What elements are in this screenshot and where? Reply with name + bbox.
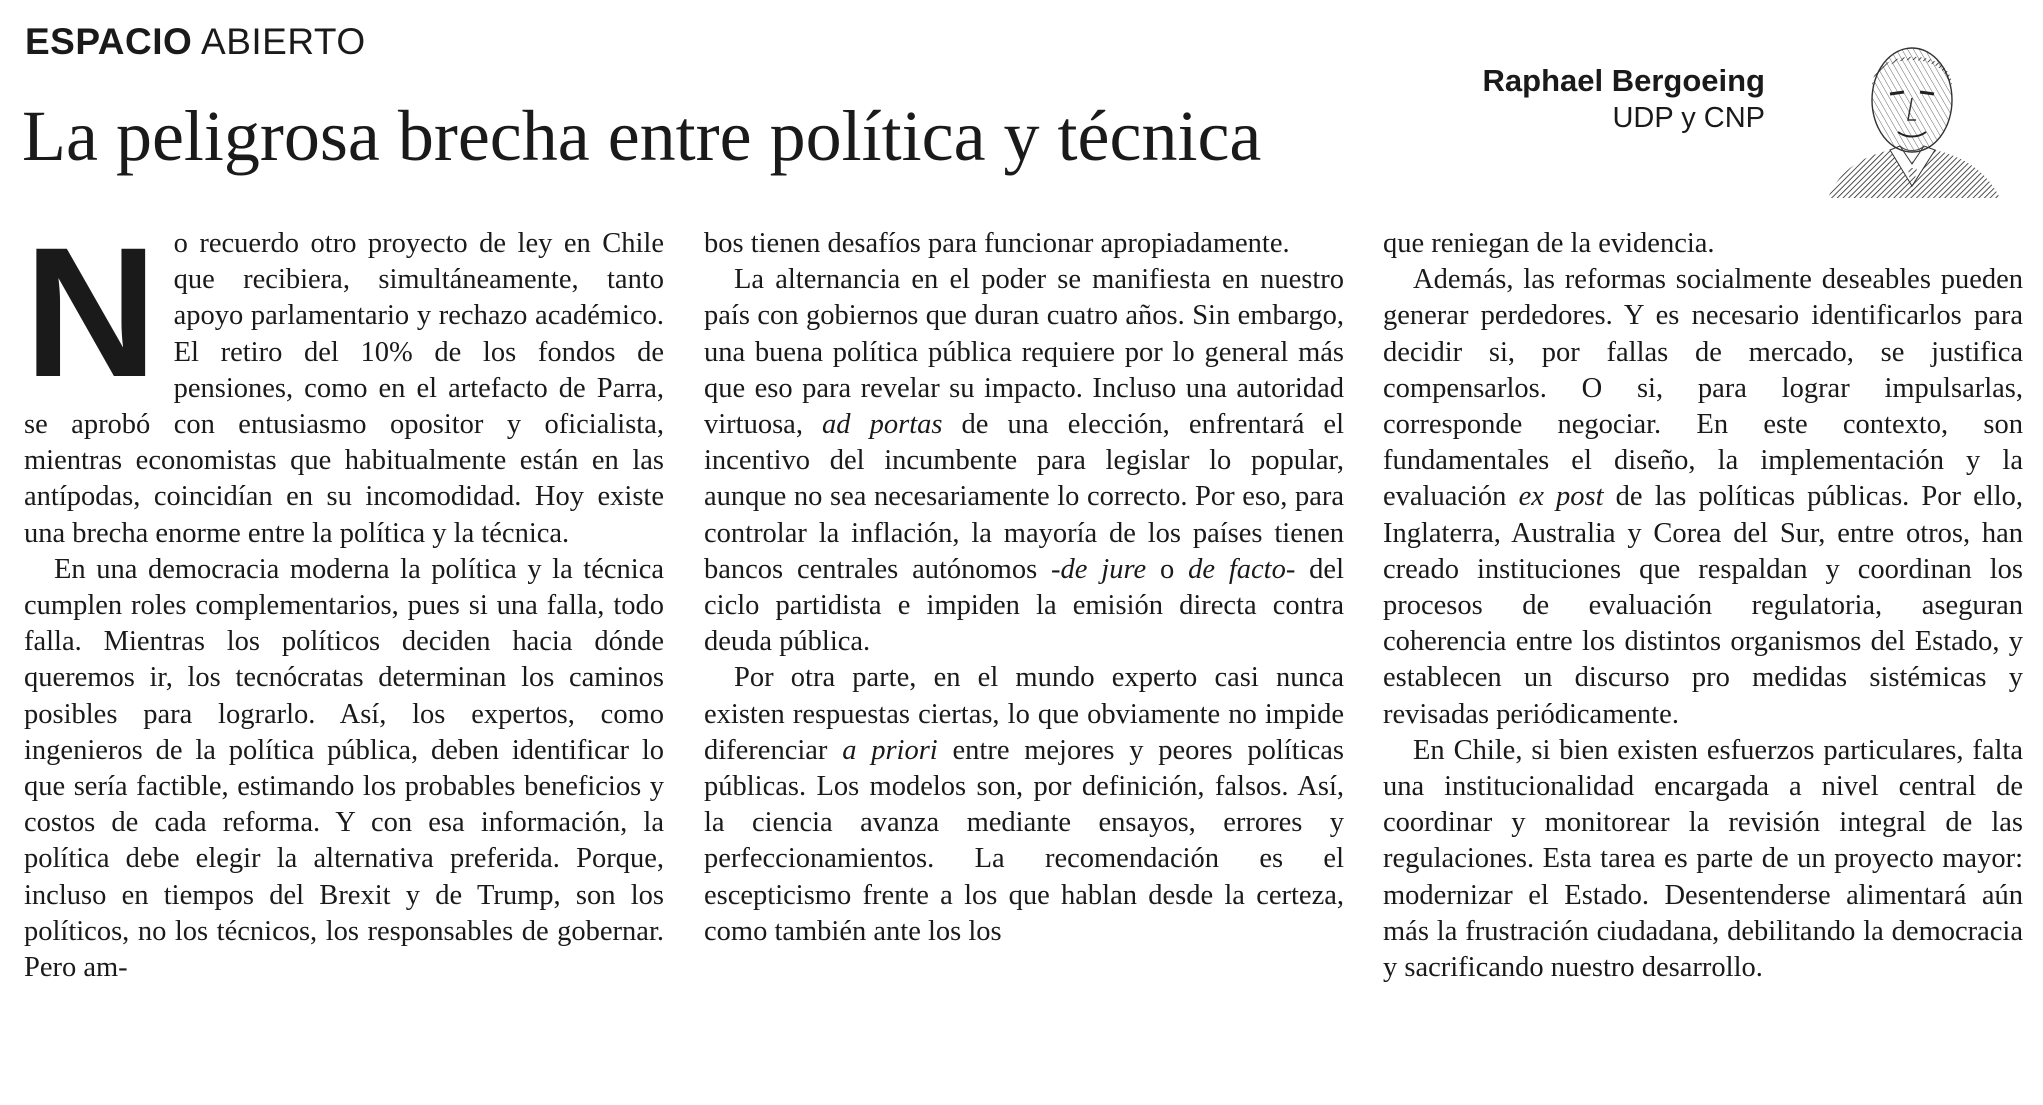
paragraph-4 (704, 660, 1344, 950)
p3-italic-de-jure: -de jure (1051, 553, 1147, 585)
p4-italic-a-priori: a priori (842, 734, 938, 766)
p3-text-c: o (1146, 553, 1189, 585)
paragraph-2: En una democracia moderna la política y la técnica cumplen roles complementarios, pues si una falla, todo falla. Mientras los políticos deciden hacia dónde queremos ir, los tecnócratas determinan los caminos posibles para lograrlo. Así, los expertos, como ingenieros de la política pública, deben identificar lo que sería factible, estimando los probables beneficios y costos de cada reforma. Y con esa información, la política debe elegir la alternativa preferida. Porque, incluso en tiempos del Brexit y de Trump, son los políticos, no los técnicos, los responsables de gobernar. Pero am- (24, 553, 664, 984)
p3-text-b: de una elección, enfrentará el incentivo del incumbente para legislar lo popular, aunque no sea necesariamente lo correcto. Por eso, para controlar la inflación, la mayoría de los países tienen bancos centrales autónomos (704, 409, 1345, 585)
section-label (25, 18, 366, 66)
section-label-light: ABIERTO (201, 21, 366, 62)
paragraph-2-continued (704, 226, 1344, 262)
section-label-bold: ESPACIO (25, 21, 193, 62)
paragraph-6: En Chile, si bien existen esfuerzos particulares, falta una institucionalidad encargada a nivel central de coordinar y monitorear la revisión integral de las regulaciones. Esta tarea es parte de un proyecto mayor: modernizar el Estado. Desentenderse alimentará aún más la frustración ciudadana, debilitando la democracia y sacrificando nuestro desarrollo. (1383, 734, 2023, 984)
article-headline: La peligrosa brecha entre política y técnica (22, 96, 1262, 176)
p3-italic-de-facto: de facto- (1188, 553, 1296, 585)
byline (1483, 62, 1766, 136)
article-column-3 (1383, 226, 2023, 986)
paragraph-1: o recuerdo otro proyecto de ley en Chile que recibiera, simultáneamente, tanto apoyo parlamentario y rechazo académico. El retiro del 10% de los fondos de pensiones, como en el artefacto de Parra, se aprobó con entusiasmo opositor y oficialista, mientras economistas que habitualmente están en las antípodas, coincidían en su incomodidad. Hoy existe una brecha enorme entre la política y la técnica. (24, 228, 664, 549)
p3-italic-ad-portas: ad portas (822, 409, 943, 441)
p5-text-a: Además, las reformas socialmente deseables pueden generar perdedores. Y es necesario identificarlos para decidir si, por fallas de mercado, se justifica compensarlos. O si, para lograr impulsarlas, corresponde negociar. En este contexto, son fundamentales el diseño, la implementación y la evaluación (1383, 264, 2023, 513)
author-affiliation: UDP y CNP (1612, 102, 1765, 134)
p5-italic-ex-post: ex post (1518, 481, 1604, 513)
p5-text-b: de las políticas públicas. Por ello, Inglaterra, Australia y Corea del Sur, entre otros, han creado instituciones que respaldan y coordinan los procesos de evaluación regulatoria, aseguran coherencia entre los distintos organismos del Estado, y establecen un discurso pro medidas sistémicas y revisadas periódicamente. (1383, 481, 2024, 730)
p4-text-b: entre mejores y peores políticas públicas. Los modelos son, por definición, falsos. Así, la ciencia avanza mediante ensayos, errores y perfeccionamientos. La recomendación es el escepticismo frente a los que hablan desde la certeza, como también ante los los (704, 734, 1344, 947)
p3-text-a: La alternancia en el poder se manifiesta en nuestro país con gobiernos que duran cuatro años. Sin embargo, una buena política pública requiere por lo general más que eso para revelar su impacto. Incluso una autoridad virtuosa, (704, 264, 1344, 441)
article-column-1 (24, 210, 664, 986)
article-column-2-text (704, 226, 1344, 950)
paragraph-4-continued: que reniegan de la evidencia. (1383, 228, 1715, 259)
drop-cap: N (24, 210, 158, 416)
paragraph-3 (704, 262, 1344, 660)
author-name: Raphael Bergoeing (1482, 63, 1765, 98)
p2-tail: bos tienen desafíos para funcionar apropiadamente. (704, 228, 1290, 259)
p4-text-a: Por otra parte, en el mundo experto casi nunca existen respuestas ciertas, lo que obviamente no impide diferenciar (704, 662, 1344, 766)
paragraph-5 (1383, 262, 2023, 733)
p3-text-d: del ciclo partidista e impiden la emisión directa contra deuda pública. (704, 553, 1344, 658)
author-portrait-icon (1820, 28, 2005, 198)
